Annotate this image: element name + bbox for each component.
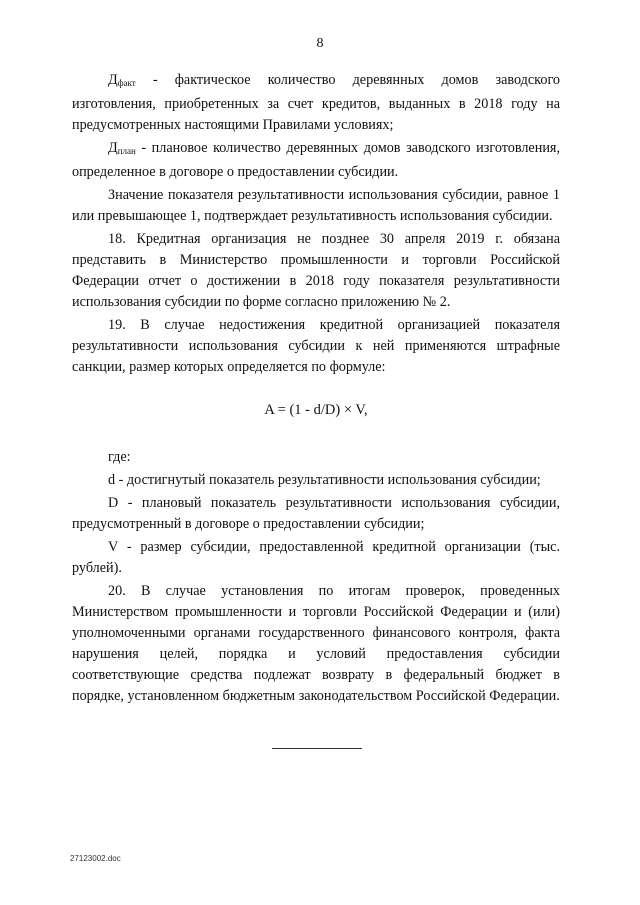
definition-dplan — [72, 138, 560, 183]
footer-doc-code: 27123002.doc — [70, 854, 121, 863]
document-body — [72, 70, 560, 709]
definition-dfakt — [72, 70, 560, 136]
paragraph-item-18: 18. Кредитная организация не позднее 30 апреля 2019 г. обязана представить в Министерство промышленности и торговли Российской Федерации отчет о достижении в 2018 году показателя результативности использования субсидии по форме согласно приложению № 2. — [72, 231, 560, 310]
variable-d: d - достигнутый показатель результативности использования субсидии; — [108, 472, 541, 488]
paragraph-item-20: 20. В случае установления по итогам проверок, проведенных Министерством промышленности и торговли Российской Федерации и (или) уполномоченными органами государственного финансового контроля, факта нарушения целей, порядка и условий предоставления субсидии соответствующие средства подлежат возврату в федеральный бюджет в порядке, установленном бюджетным законодательством Российской Федерации. — [72, 583, 560, 704]
variable-D: D - плановый показатель результативности использования субсидии, предусмотренный в договоре о предоставлении субсидии; — [72, 495, 560, 532]
variable-V: V - размер субсидии, предоставленной кредитной организации (тыс. рублей). — [72, 539, 560, 576]
dplan-text: - плановое количество деревянных домов заводского изготовления, определенное в договоре о предоставлении субсидии. — [72, 140, 560, 180]
where-label: где: — [108, 449, 131, 465]
paragraph-value-indicator: Значение показателя результативности использования субсидии, равное 1 или превышающее 1, подтверждает результативность использования субсидии. — [72, 187, 560, 224]
dfakt-symbol: Д — [108, 72, 118, 88]
dplan-symbol: Д — [108, 140, 118, 156]
end-divider — [272, 748, 362, 749]
formula: A = (1 - d/D) × V, — [264, 402, 368, 418]
dfakt-subscript: факт — [117, 78, 136, 88]
page-number: 8 — [316, 36, 324, 51]
dplan-subscript: план — [117, 146, 136, 156]
dfakt-text: - фактическое количество деревянных домов заводского изготовления, приобретенных за счет кредитов, выданных в 2018 году на предусмотренных настоящими Правилами условиях; — [72, 72, 560, 133]
paragraph-item-19: 19. В случае недостижения кредитной организацией показателя результативности использования субсидии к ней применяются штрафные санкции, размер которых определяется по формуле: — [72, 317, 560, 375]
